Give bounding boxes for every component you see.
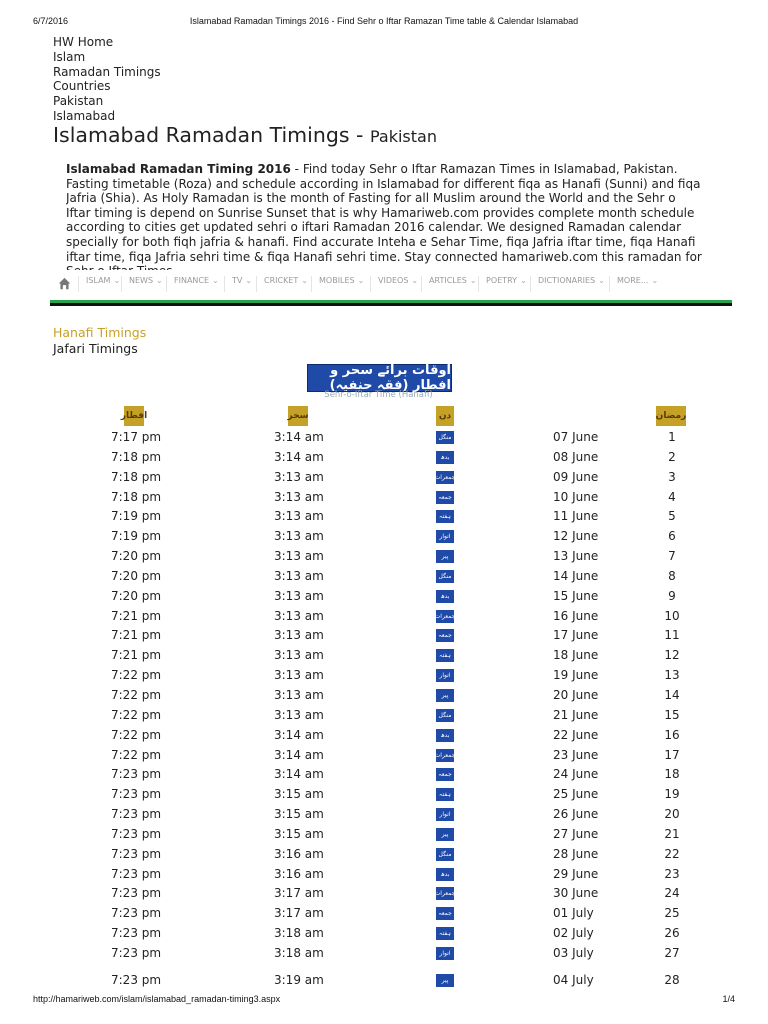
ramadan-number: 10: [664, 608, 680, 623]
timetable-banner: اوقات برائے سحر و افطار (فقہ حنفیہ): [307, 364, 452, 392]
sehr-time: 3:13 am: [274, 568, 324, 583]
sehr-time: 3:13 am: [274, 549, 324, 564]
table-row: [0, 785, 768, 805]
ramadan-number: 11: [664, 628, 680, 643]
day-badge: ہفتہ: [436, 927, 454, 940]
ramadan-number: 16: [664, 727, 680, 742]
intro-paragraph: [66, 162, 702, 274]
table-row: [0, 607, 768, 627]
nav-item-news[interactable]: NEWS ⌄: [121, 276, 163, 292]
date-cell: 26 June: [553, 807, 599, 822]
iftar-time: 7:23 pm: [111, 866, 162, 881]
iftar-time: 7:23 pm: [111, 807, 162, 822]
day-badge: بدھ: [436, 729, 454, 742]
iftar-time: 7:18 pm: [111, 469, 162, 484]
ramadan-number: 9: [668, 588, 676, 603]
table-row: [0, 944, 768, 964]
print-page-number: 1/4: [722, 994, 735, 1004]
ramadan-number: 6: [668, 529, 676, 544]
table-row: [0, 666, 768, 686]
sehr-time: 3:13 am: [274, 668, 324, 683]
iftar-time: 7:23 pm: [111, 846, 162, 861]
chevron-down-icon: ⌄: [411, 276, 419, 285]
ramadan-number: 2: [668, 449, 676, 464]
print-date: 6/7/2016: [33, 16, 69, 26]
page-title-country: Pakistan: [369, 127, 437, 146]
sehr-time: 3:15 am: [274, 807, 324, 822]
breadcrumb-item-islam[interactable]: Islam: [53, 49, 86, 64]
print-footer: [0, 994, 768, 1010]
nav-item-poetry[interactable]: POETRY ⌄: [478, 276, 527, 292]
sehr-time: 3:14 am: [274, 727, 324, 742]
table-row: [0, 547, 768, 567]
table-row: [0, 448, 768, 468]
home-icon[interactable]: [50, 270, 78, 296]
column-header-day: دن: [436, 406, 454, 426]
intro-bold-lead: Islamabad Ramadan Timing 2016: [66, 162, 291, 176]
table-row: [0, 527, 768, 547]
date-cell: 20 June: [553, 687, 599, 702]
breadcrumb-item-pakistan[interactable]: Pakistan: [53, 94, 104, 109]
iftar-time: 7:18 pm: [111, 489, 162, 504]
date-cell: 03 July: [553, 945, 594, 960]
day-badge: بدھ: [436, 451, 454, 464]
day-badge: پیر: [436, 974, 454, 987]
table-row: [0, 488, 768, 508]
iftar-time: 7:20 pm: [111, 588, 162, 603]
sehr-time: 3:13 am: [274, 588, 324, 603]
table-row: [0, 765, 768, 785]
ramadan-number: 1: [668, 430, 676, 444]
iftar-time: 7:23 pm: [111, 826, 162, 841]
date-cell: 30 June: [553, 886, 599, 901]
date-cell: 02 July: [553, 926, 594, 941]
day-badge: جمعرات: [436, 471, 454, 484]
sehr-time: 3:14 am: [274, 449, 324, 464]
sehr-time: 3:17 am: [274, 906, 324, 921]
sehr-time: 3:13 am: [274, 489, 324, 504]
sehr-time: 3:13 am: [274, 608, 324, 623]
ramadan-number: 19: [664, 787, 680, 802]
ramadan-number: 17: [664, 747, 680, 762]
iftar-time: 7:23 pm: [111, 767, 162, 782]
date-cell: 28 June: [553, 846, 599, 861]
table-row: [0, 726, 768, 746]
nav-item-mobiles[interactable]: MOBILES ⌄: [311, 276, 364, 292]
day-badge: بدھ: [436, 590, 454, 603]
day-badge: اتوار: [436, 530, 454, 543]
table-row: [0, 686, 768, 706]
chevron-down-icon: ⌄: [469, 276, 477, 285]
iftar-time: 7:20 pm: [111, 549, 162, 564]
table-row: [0, 825, 768, 845]
iftar-time: 7:20 pm: [111, 568, 162, 583]
day-badge: اتوار: [436, 947, 454, 960]
day-badge: جمعرات: [436, 610, 454, 623]
nav-item-articles[interactable]: ARTICLES ⌄: [421, 276, 477, 292]
sehr-time: 3:13 am: [274, 628, 324, 643]
nav-item-finance[interactable]: FINANCE ⌄: [166, 276, 219, 292]
date-cell: 17 June: [553, 628, 599, 643]
sehr-time: 3:14 am: [274, 747, 324, 762]
iftar-time: 7:23 pm: [111, 972, 162, 987]
date-cell: 07 June: [553, 430, 599, 444]
date-cell: 22 June: [553, 727, 599, 742]
day-badge: منگل: [436, 570, 454, 583]
iftar-time: 7:19 pm: [111, 529, 162, 544]
breadcrumb-item-ramadan-timings[interactable]: Ramadan Timings: [53, 64, 161, 79]
date-cell: 25 June: [553, 787, 599, 802]
chevron-down-icon: ⌄: [357, 276, 365, 285]
date-cell: 11 June: [553, 509, 599, 524]
table-row: [0, 805, 768, 825]
day-badge: منگل: [436, 431, 454, 444]
ramadan-number: 23: [664, 866, 680, 881]
print-header: [0, 16, 768, 32]
date-cell: 15 June: [553, 588, 599, 603]
timetable: [0, 428, 768, 991]
table-row: [0, 468, 768, 488]
column-header-iftar: افطار: [124, 406, 144, 426]
table-row: [0, 428, 768, 448]
day-badge: جمعرات: [436, 887, 454, 900]
iftar-time: 7:17 pm: [111, 430, 162, 444]
chevron-down-icon: ⌄: [598, 276, 605, 285]
page-title: [53, 123, 437, 147]
iftar-time: 7:18 pm: [111, 449, 162, 464]
day-badge: جمعہ: [436, 491, 454, 504]
iftar-time: 7:21 pm: [111, 648, 162, 663]
day-badge: منگل: [436, 709, 454, 722]
sehr-time: 3:14 am: [274, 430, 324, 444]
chevron-down-icon: ⌄: [245, 276, 253, 285]
day-badge: اتوار: [436, 808, 454, 821]
nav-item-cricket[interactable]: CRICKET ⌄: [256, 276, 308, 292]
chevron-down-icon: ⌄: [113, 276, 121, 285]
date-cell: 12 June: [553, 529, 599, 544]
column-header-sehr: سحر: [288, 406, 308, 426]
table-row: [0, 626, 768, 646]
sehr-time: 3:18 am: [274, 926, 324, 941]
day-badge: جمعہ: [436, 768, 454, 781]
ramadan-number: 8: [668, 568, 676, 583]
iftar-time: 7:23 pm: [111, 906, 162, 921]
date-cell: 27 June: [553, 826, 599, 841]
sehr-time: 3:13 am: [274, 529, 324, 544]
iftar-time: 7:23 pm: [111, 886, 162, 901]
day-badge: پیر: [436, 689, 454, 702]
day-badge: منگل: [436, 848, 454, 861]
table-row: [0, 746, 768, 766]
iftar-time: 7:21 pm: [111, 608, 162, 623]
print-url: http://hamariweb.com/islam/islamabad_ramadan-timing3.aspx: [33, 994, 281, 1004]
sehr-time: 3:14 am: [274, 767, 324, 782]
ramadan-number: 15: [664, 707, 680, 722]
iftar-time: 7:22 pm: [111, 707, 162, 722]
iftar-time: 7:22 pm: [111, 668, 162, 683]
sehr-time: 3:13 am: [274, 469, 324, 484]
sehr-time: 3:19 am: [274, 972, 324, 987]
date-cell: 10 June: [553, 489, 599, 504]
ramadan-number: 13: [664, 668, 680, 683]
fiqa-tabs: [53, 325, 146, 356]
breadcrumb-item-hw-home[interactable]: HW Home: [53, 35, 114, 49]
day-badge: بدھ: [436, 868, 454, 881]
sehr-time: 3:15 am: [274, 787, 324, 802]
table-row: [0, 884, 768, 904]
table-row: [0, 971, 768, 991]
iftar-time: 7:23 pm: [111, 926, 162, 941]
ramadan-number: 28: [664, 972, 680, 987]
chevron-down-icon: ⌄: [301, 276, 308, 285]
chevron-down-icon: ⌄: [212, 276, 219, 285]
nav-item-dictionaries[interactable]: DICTIONARIES ⌄: [530, 276, 605, 292]
tab-hanafi-timings[interactable]: Hanafi Timings: [53, 325, 147, 340]
table-row: [0, 845, 768, 865]
date-cell: 24 June: [553, 767, 599, 782]
nav-item-videos[interactable]: VIDEOS ⌄: [370, 276, 418, 292]
ramadan-number: 25: [664, 906, 680, 921]
chevron-down-icon: ⌄: [651, 276, 659, 285]
day-badge: پیر: [436, 550, 454, 563]
day-badge: جمعرات: [436, 749, 454, 762]
chevron-down-icon: ⌄: [156, 276, 163, 285]
breadcrumb-item-countries[interactable]: Countries: [53, 79, 111, 94]
iftar-time: 7:23 pm: [111, 787, 162, 802]
ramadan-number: 5: [668, 509, 676, 524]
date-cell: 08 June: [553, 449, 599, 464]
date-cell: 16 June: [553, 608, 599, 623]
sehr-time: 3:13 am: [274, 707, 324, 722]
ramadan-number: 7: [668, 549, 676, 564]
sehr-time: 3:17 am: [274, 886, 324, 901]
ramadan-number: 21: [664, 826, 680, 841]
intro-text: - Find today Sehr o Iftar Ramazan Times in Islamabad, Pakistan. Fasting timetable (Roza) and schedule according in Islamabad for different fiqa as Hanafi (Sunni) and fiqa Jafria (Shia). As Holy Ramadan is the month of Fasting for all Muslim around the World and the Sehr o Iftar timing is depend on Sunrise Sunset that is why Hamariweb.com provides complete month schedule according to cities get updated sehri o iftari Ramadan 2016 calendar. We designed Ramadan calendar specially for both fiqh jafria & hanafi. Find accurate Inteha e Sehar Time, fiqa Jafria iftar time, fiqa Hanafi iftar time, fiqa Jafria sehri time & fiqa Hanafi sehri time. Stay connected hamariweb.com this ramadan for: [66, 162, 702, 264]
sehr-time: 3:15 am: [274, 826, 324, 841]
sehr-time: 3:13 am: [274, 648, 324, 663]
table-row: [0, 904, 768, 924]
timetable-caption: Sehr-o-Iftar Time (Hanafi): [324, 390, 433, 400]
main-navbar: [50, 270, 732, 303]
date-cell: 23 June: [553, 747, 599, 762]
iftar-time: 7:21 pm: [111, 628, 162, 643]
ramadan-number: 27: [664, 945, 680, 960]
print-page-title: Islamabad Ramadan Timings 2016 - Find Sehr o Iftar Ramazan Time table & Calendar Islamabad: [189, 16, 579, 26]
sehr-time: 3:13 am: [274, 687, 324, 702]
date-cell: 29 June: [553, 866, 599, 881]
table-row: [0, 924, 768, 944]
iftar-time: 7:22 pm: [111, 727, 162, 742]
day-badge: ہفتہ: [436, 510, 454, 523]
table-row: [0, 706, 768, 726]
iftar-time: 7:19 pm: [111, 509, 162, 524]
date-cell: 14 June: [553, 568, 599, 583]
sehr-time: 3:16 am: [274, 846, 324, 861]
sehr-time: 3:13 am: [274, 509, 324, 524]
ramadan-number: 12: [664, 648, 680, 663]
day-badge: جمعہ: [436, 629, 454, 642]
day-badge: پیر: [436, 828, 454, 841]
date-cell: 04 July: [553, 972, 594, 987]
ramadan-number: 20: [664, 807, 680, 822]
table-row: [0, 507, 768, 527]
breadcrumb-item-islamabad[interactable]: Islamabad: [53, 108, 116, 123]
date-cell: 18 June: [553, 648, 599, 663]
column-header-ramadan: رمضان: [656, 406, 686, 426]
date-cell: 19 June: [553, 668, 599, 683]
ramadan-number: 3: [668, 469, 676, 484]
ramadan-number: 14: [664, 687, 680, 702]
page-title-main: Islamabad Ramadan Timings -: [53, 123, 370, 147]
day-badge: ہفتہ: [436, 649, 454, 662]
table-row: [0, 865, 768, 885]
ramadan-number: 24: [664, 886, 680, 901]
ramadan-number: 22: [664, 846, 680, 861]
date-cell: 13 June: [553, 549, 599, 564]
table-row: [0, 587, 768, 607]
sehr-time: 3:16 am: [274, 866, 324, 881]
day-badge: ہفتہ: [436, 788, 454, 801]
iftar-time: 7:23 pm: [111, 945, 162, 960]
tab-jafari-timings[interactable]: Jafari Timings: [53, 340, 138, 356]
nav-item-islam[interactable]: ISLAM ⌄: [78, 276, 120, 292]
date-cell: 09 June: [553, 469, 599, 484]
nav-item-tv[interactable]: TV ⌄: [224, 276, 252, 292]
ramadan-number: 4: [668, 489, 676, 504]
date-cell: 21 June: [553, 707, 599, 722]
ramadan-number: 26: [664, 926, 680, 941]
ramadan-number: 18: [664, 767, 680, 782]
breadcrumb: [53, 35, 161, 124]
day-badge: جمعہ: [436, 907, 454, 920]
date-cell: 01 July: [553, 906, 594, 921]
iftar-time: 7:22 pm: [111, 687, 162, 702]
table-row: [0, 567, 768, 587]
nav-item-more[interactable]: MORE... ⌄: [609, 276, 658, 292]
day-badge: اتوار: [436, 669, 454, 682]
table-row: [0, 646, 768, 666]
sehr-time: 3:18 am: [274, 945, 324, 960]
iftar-time: 7:22 pm: [111, 747, 162, 762]
chevron-down-icon: ⌄: [520, 276, 527, 285]
